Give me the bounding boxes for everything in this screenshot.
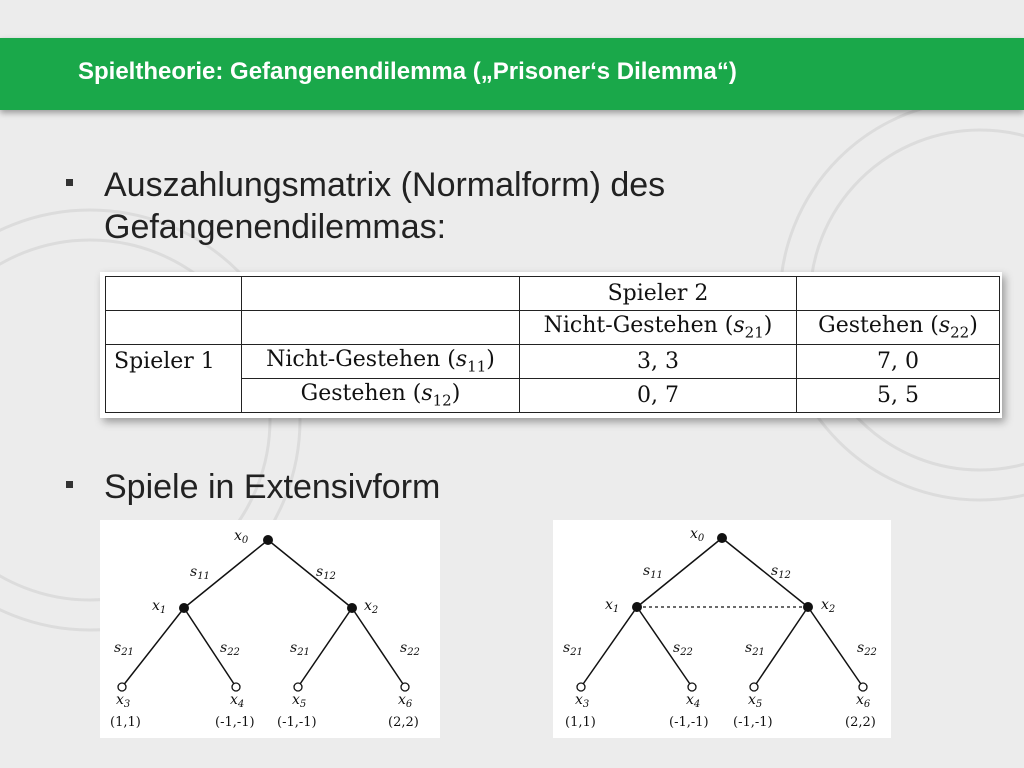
label-x4: $x_4$ <box>686 692 701 710</box>
payoff-x6: (2,2) <box>388 715 419 730</box>
title-bar <box>0 38 1024 110</box>
cell-2-1: 0, 7 <box>520 379 797 413</box>
label-s21-right: $s_{21}$ <box>290 640 310 658</box>
payoff-x3: (1,1) <box>565 715 596 730</box>
matrix-row-2 <box>106 379 1000 413</box>
label-s22-right: $s_{22}$ <box>857 640 877 658</box>
label-s22-left: $s_{22}$ <box>673 640 693 658</box>
node-x2 <box>347 603 357 613</box>
node-x5 <box>294 683 302 691</box>
matrix-row-header-1 <box>106 277 1000 311</box>
node-x4 <box>688 683 696 691</box>
slide-title: Spieltheorie: Gefangenendilemma („Prisoner‘s Dilemma“) <box>78 58 737 85</box>
cell-1-1: 3, 3 <box>520 345 797 379</box>
row-nicht-gestehen: Nicht-Gestehen $(s_{11})$ <box>242 345 520 379</box>
payoff-x4: (-1,-1) <box>669 715 709 730</box>
node-x5 <box>750 683 758 691</box>
spieler2-label: Spieler 2 <box>520 277 797 311</box>
bullet-text-line-2: Gefangenendilemmas: <box>104 208 447 246</box>
label-s21-left: $s_{21}$ <box>563 640 583 658</box>
bullet-square-icon <box>66 179 73 186</box>
label-s22-right: $s_{22}$ <box>400 640 420 658</box>
game-tree-2-svg <box>553 520 891 738</box>
node-x0 <box>717 533 727 543</box>
bullet-text-line-1: Auszahlungsmatrix (Normalform) des <box>104 166 666 204</box>
payoff-x5: (-1,-1) <box>277 715 317 730</box>
label-s21-left: $s_{21}$ <box>114 640 134 658</box>
bullet-normalform <box>66 164 966 254</box>
payoff-x5: (-1,-1) <box>733 715 773 730</box>
game-tree-perfect-information <box>100 520 440 738</box>
label-x4: $x_4$ <box>230 692 245 710</box>
bullet-extensivform <box>66 466 966 510</box>
node-x6 <box>859 683 867 691</box>
label-x0: $x_0$ <box>234 528 249 546</box>
label-s12: $s_{12}$ <box>771 563 791 581</box>
payoff-x3: (1,1) <box>110 715 141 730</box>
label-x3: $x_3$ <box>116 692 131 710</box>
label-x2: $x_2$ <box>364 598 379 616</box>
matrix-row-1 <box>106 345 1000 379</box>
row-gestehen: Gestehen $(s_{12})$ <box>242 379 520 413</box>
bullet-text: Spiele in Extensivform <box>104 468 441 506</box>
label-x0: $x_0$ <box>690 526 705 544</box>
node-x6 <box>401 683 409 691</box>
payoff-matrix <box>105 276 1000 413</box>
matrix-row-header-2 <box>106 311 1000 345</box>
node-x1 <box>632 602 642 612</box>
payoff-matrix-image <box>100 272 1002 418</box>
label-x5: $x_5$ <box>748 692 763 710</box>
label-s11: $s_{11}$ <box>190 564 210 582</box>
cell-1-2: 7, 0 <box>797 345 1000 379</box>
label-x1: $x_1$ <box>605 597 620 615</box>
node-x4 <box>232 683 240 691</box>
bullet-square-icon <box>66 481 73 488</box>
label-x2: $x_2$ <box>821 597 836 615</box>
label-x6: $x_6$ <box>398 692 413 710</box>
game-tree-imperfect-information <box>553 520 891 738</box>
label-x1: $x_1$ <box>152 598 167 616</box>
payoff-x6: (2,2) <box>845 715 876 730</box>
node-x3 <box>118 683 126 691</box>
col-gestehen: Gestehen $(s_{22})$ <box>797 311 1000 345</box>
spieler1-label: Spieler 1 <box>106 345 242 379</box>
node-x0 <box>263 535 273 545</box>
payoff-x4: (-1,-1) <box>215 715 255 730</box>
node-x2 <box>803 602 813 612</box>
label-s11: $s_{11}$ <box>643 563 663 581</box>
node-x1 <box>179 603 189 613</box>
game-tree-1-svg <box>100 520 440 738</box>
label-s22-left: $s_{22}$ <box>220 640 240 658</box>
label-x5: $x_5$ <box>292 692 307 710</box>
label-x6: $x_6$ <box>856 692 871 710</box>
node-x3 <box>577 683 585 691</box>
label-s21-right: $s_{21}$ <box>745 640 765 658</box>
col-nicht-gestehen: Nicht-Gestehen $(s_{21})$ <box>520 311 797 345</box>
cell-2-2: 5, 5 <box>797 379 1000 413</box>
label-s12: $s_{12}$ <box>316 564 336 582</box>
label-x3: $x_3$ <box>575 692 590 710</box>
